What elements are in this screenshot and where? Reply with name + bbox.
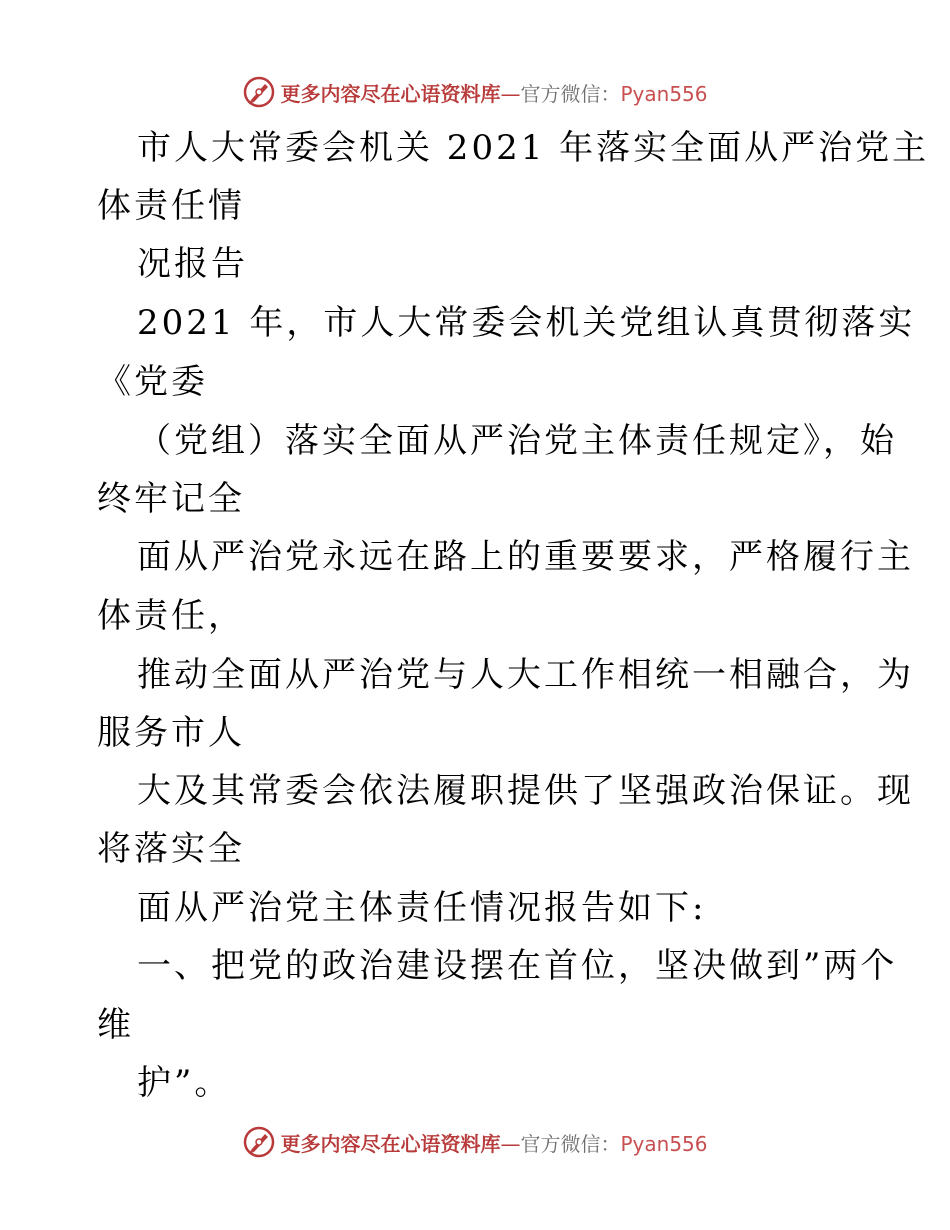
header-watermark [0, 72, 950, 112]
doc-paragraph-line: 将落实全 [97, 829, 245, 869]
doc-title-line-2: 体责任情 [97, 186, 245, 226]
watermark-brand: 更多内容尽在心语资料库 [280, 1131, 501, 1156]
doc-paragraph-line: 终牢记全 [97, 479, 245, 519]
doc-paragraph-line: 面从严治党永远在路上的重要要求，严格履行主 [137, 537, 914, 577]
doc-title-line-3: 况报告 [137, 244, 248, 284]
doc-paragraph-line: 服务市人 [97, 713, 245, 753]
doc-section-heading-line: 护”。 [137, 1063, 232, 1103]
watermark-official-label: 官方微信： [520, 1131, 621, 1156]
watermark-official-label: 官方微信： [520, 81, 621, 106]
doc-paragraph-line: 推动全面从严治党与人大工作相统一相融合，为 [137, 655, 914, 695]
doc-section-heading-line: 一、把党的政治建设摆在首位，坚决做到”两个 [137, 946, 898, 986]
doc-title-line-1: 市人大常委会机关 2021 年落实全面从严治党主 [137, 128, 930, 168]
doc-paragraph-line: 体责任， [97, 596, 245, 636]
watermark-text [280, 1128, 707, 1157]
doc-paragraph-line: 大及其常委会依法履职提供了坚强政治保证。现 [137, 771, 914, 811]
watermark-brand: 更多内容尽在心语资料库 [280, 81, 501, 106]
footer-watermark [0, 1122, 950, 1162]
watermark-text [280, 78, 707, 107]
watermark-separator: — [500, 1131, 521, 1156]
watermark-account-id: Pyan556 [620, 81, 708, 106]
doc-paragraph-line: （党组）落实全面从严治党主体责任规定》，始 [137, 421, 897, 461]
doc-paragraph-line: 《党委 [97, 362, 208, 402]
doc-paragraph-line: 2021 年，市人大常委会机关党组认真贯彻落实 [137, 303, 916, 343]
watermark-account-id: Pyan556 [620, 1131, 708, 1156]
pen-circle-logo-icon [242, 1125, 276, 1159]
watermark-separator: — [500, 81, 521, 106]
pen-circle-logo-icon [242, 75, 276, 109]
doc-section-heading-line: 维 [97, 1005, 134, 1045]
doc-paragraph-line: 面从严治党主体责任情况报告如下: [137, 888, 707, 928]
